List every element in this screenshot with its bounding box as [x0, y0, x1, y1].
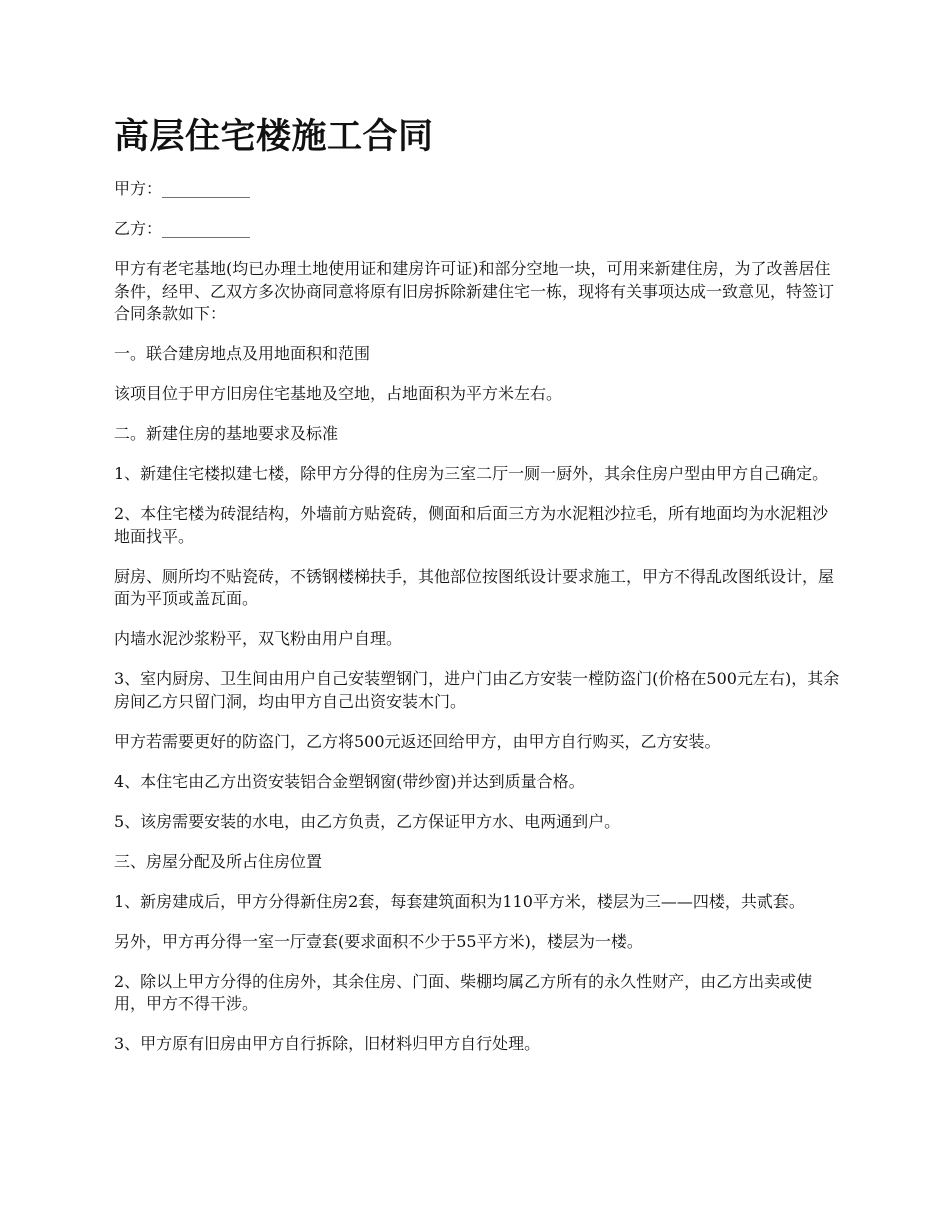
clause-paragraph: 2、除以上甲方分得的住房外，其余住房、门面、柴棚均属乙方所有的永久性财产，由乙方出卖或使用，甲方不得干涉。	[114, 971, 813, 1013]
section-heading-3: 三、房屋分配及所占住房位置	[114, 851, 323, 871]
body-paragraph: 内墙水泥沙浆粉平，双飞粉由用户自理。	[114, 629, 403, 648]
party-b-line: 乙方：___________	[114, 219, 251, 238]
clause-paragraph: 5、该房需要安装的水电，由乙方负责，乙方保证甲方水、电两通到户。	[114, 811, 621, 831]
intro-paragraph: 甲方有老宅基地(均已办理土地使用证和建房许可证)和部分空地一块，可用来新建住房，为了改善居住条件，经甲、乙双方多次协商同意将原有旧房拆除新建住宅一栋，现将有关事项达成一致意见，特签订合同条款如下：	[114, 259, 835, 323]
clause-paragraph: 1、新房建成后，甲方分得新住房2套，每套建筑面积为110平方米，楼层为三——四楼，共贰套。	[114, 891, 805, 911]
clause-paragraph: 3、甲方原有旧房由甲方自行拆除，旧材料归甲方自行处理。	[114, 1034, 541, 1053]
document-page	[114, 112, 844, 1073]
body-paragraph: 厨房、厕所均不贴瓷砖，不锈钢楼梯扶手，其他部位按图纸设计要求施工，甲方不得乱改图纸设计，屋面为平顶或盖瓦面。	[114, 566, 835, 608]
body-paragraph: 另外，甲方再分得一室一厅壹套(要求面积不少于55平方米)，楼层为一楼。	[114, 931, 643, 951]
body-paragraph: 该项目位于甲方旧房住宅基地及空地，占地面积为平方米左右。	[114, 384, 563, 403]
section-heading-1: 一。联合建房地点及用地面积和范围	[114, 344, 371, 363]
clause-paragraph: 3、室内厨房、卫生间由用户自己安装塑钢门，进户门由乙方安装一樘防盗门(价格在500元左右)，其余房间乙方只留门洞，均由甲方自己出资安装木门。	[114, 669, 840, 711]
clause-paragraph: 1、新建住宅楼拟建七楼，除甲方分得的住房为三室二厅一厕一厨外，其余住房户型由甲方自己确定。	[114, 464, 829, 483]
section-heading-2: 二。新建住房的基地要求及标准	[114, 424, 339, 443]
body-paragraph: 甲方若需要更好的防盗门，乙方将500元返还回给甲方，由甲方自行购买，乙方安装。	[114, 731, 721, 751]
clause-paragraph: 2、本住宅楼为砖混结构，外墙前方贴瓷砖，侧面和后面三方为水泥粗沙拉毛，所有地面均为水泥粗沙地面找平。	[114, 504, 829, 546]
document-title: 高层住宅楼施工合同	[114, 116, 434, 157]
party-a-line: 甲方：___________	[114, 179, 251, 198]
clause-paragraph: 4、本住宅由乙方出资安装铝合金塑钢窗(带纱窗)并达到质量合格。	[114, 771, 585, 791]
